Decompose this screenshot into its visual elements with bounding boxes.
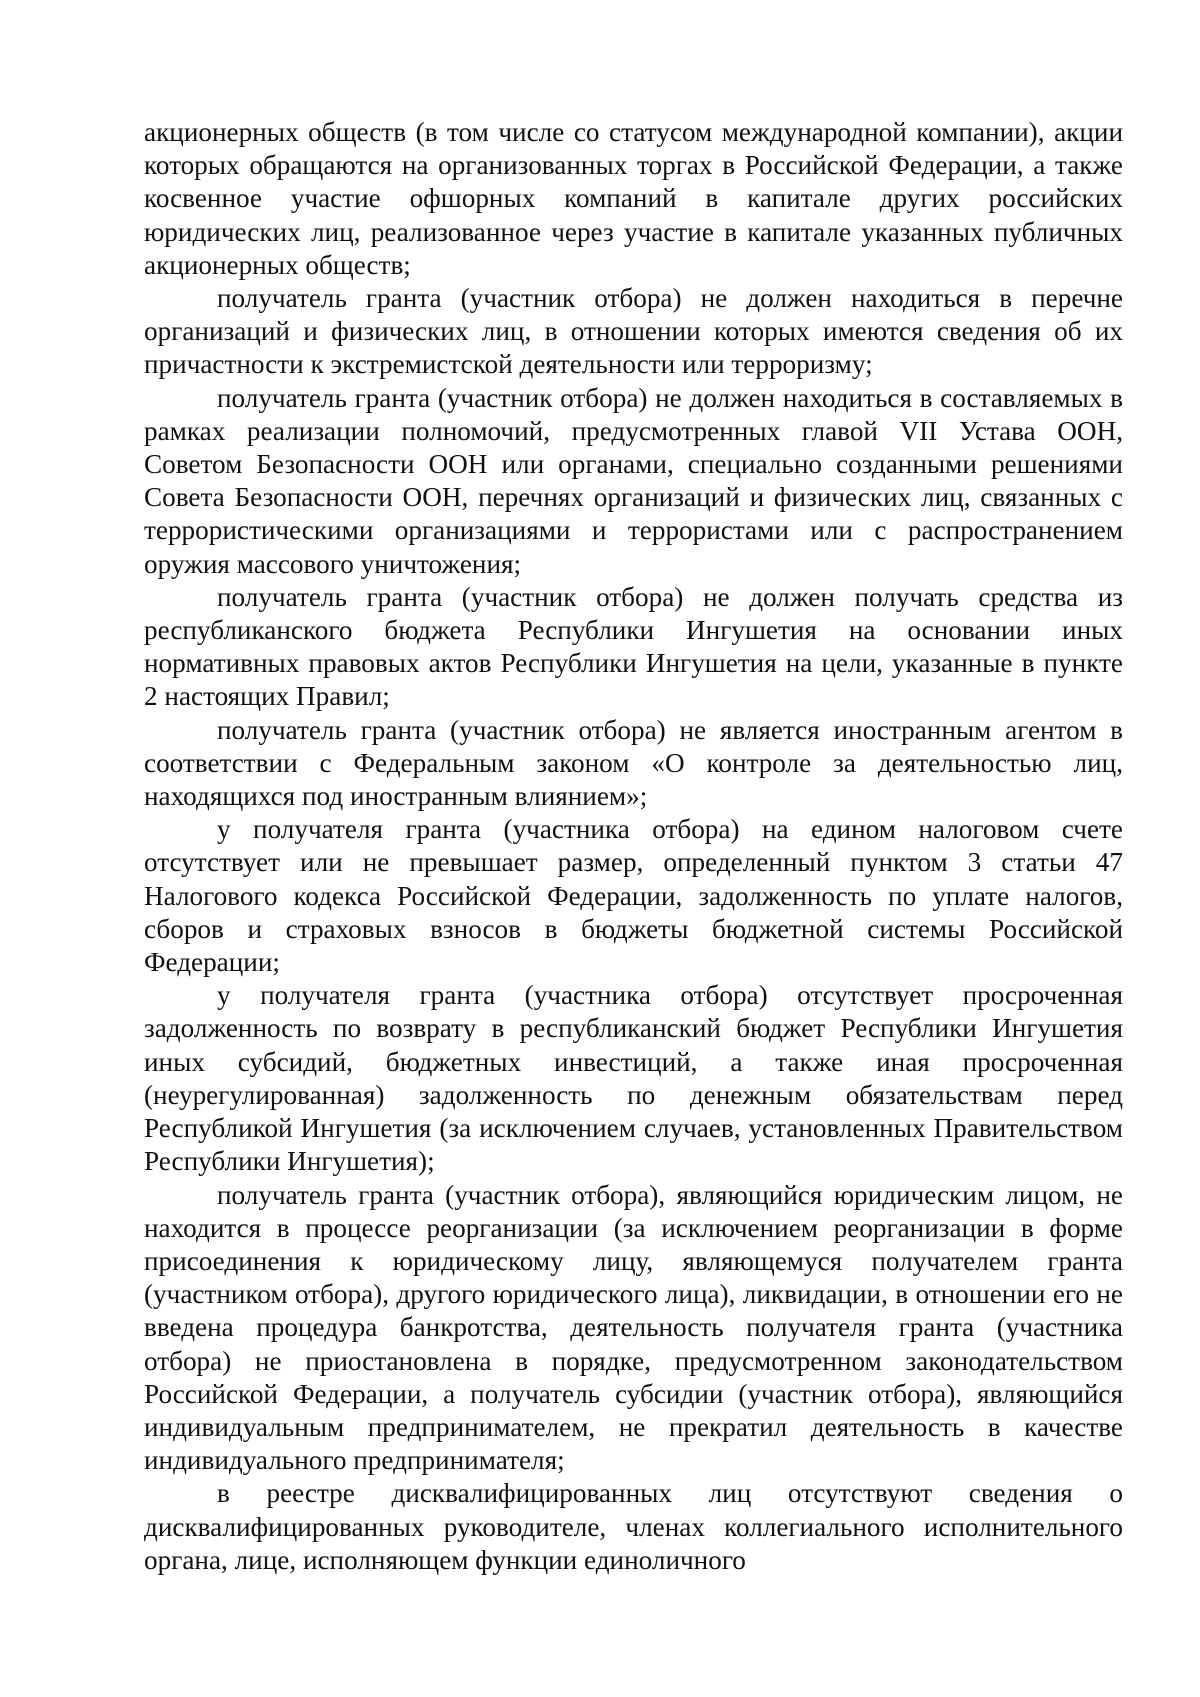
paragraph-un-sanctions-list: получатель гранта (участник отбора) не должен находиться в составляемых в рамках реализации полномочий, предусмотренных главой VII Устава ООН, Советом Безопасности ООН или органами, специально созданными решениями Совета Безопасности ООН, перечнях организаций и физических лиц, связанных с террористическими организациями и террористами или с распространением оружия массового уничтожения;: [144, 382, 1123, 579]
paragraph-disqualified-persons: в реестре дисквалифицированных лиц отсутствуют сведения о дисквалифицированных руководителе, членах коллегиального исполнительного органа, лице, исполняющем функции единоличного: [144, 1478, 1123, 1575]
paragraph-not-foreign-agent: получатель гранта (участник отбора) не является иностранным агентом в соответствии с Федеральным законом «О контроле за деятельностью лиц, находящихся под иностранным влиянием»;: [144, 714, 1123, 812]
paragraph-reorganization: получатель гранта (участник отбора), являющийся юридическим лицом, не находится в процессе реорганизации (за исключением реорганизации в форме присоединения к юридическому лицу, являющемуся получателем гранта (участником отбора), другого юридического лица), ликвидации, в отношении его не введена процедура банкротства, деятельность получателя гранта (участника отбора) не приостановлена в порядке, предусмотренном законодательством Российской Федерации, а получатель субсидии (участник отбора), являющийся индивидуальным предпринимателем, не прекратил деятельность в качестве индивидуального предпринимателя;: [144, 1179, 1123, 1476]
paragraph-tax-debt: у получателя гранта (участника отбора) на едином налоговом счете отсутствует или не превышает размер, определенный пунктом 3 статьи 47 Налогового кодекса Российской Федерации, задолженность по уплате налогов, сборов и страховых взносов в бюджеты бюджетной системы Российской Федерации;: [144, 814, 1123, 978]
paragraph-continuation: акционерных обществ (в том числе со статусом международной компании), акции которых обращаются на организованных торгах в Российской Федерации, а также косвенное участие офшорных компаний в капитале других российских юридических лиц, реализованное через участие в капитале указанных публичных акционерных обществ;: [144, 117, 1123, 280]
paragraph-overdue-debt: у получателя гранта (участника отбора) отсутствует просроченная задолженность по возврату в республиканский бюджет Республики Ингушетия иных субсидий, бюджетных инвестиций, а также иная просроченная (неурегулированная) задолженность по денежным обязательствам перед Республикой Ингушетия (за исключением случаев, установленных Правительством Республики Ингушетия);: [144, 980, 1123, 1177]
paragraph-no-other-budget-funds: получатель гранта (участник отбора) не должен получать средства из республиканского бюджета Республики Ингушетия на основании иных нормативных правовых актов Республики Ингушетия на цели, указанные в пункте 2 настоящих Правил;: [144, 581, 1123, 712]
paragraph-extremism-list: получатель гранта (участник отбора) не должен находиться в перечне организаций и физических лиц, в отношении которых имеются сведения об их причастности к экстремистской деятельности или терроризму;: [144, 283, 1123, 380]
document-body: [144, 116, 1123, 1577]
